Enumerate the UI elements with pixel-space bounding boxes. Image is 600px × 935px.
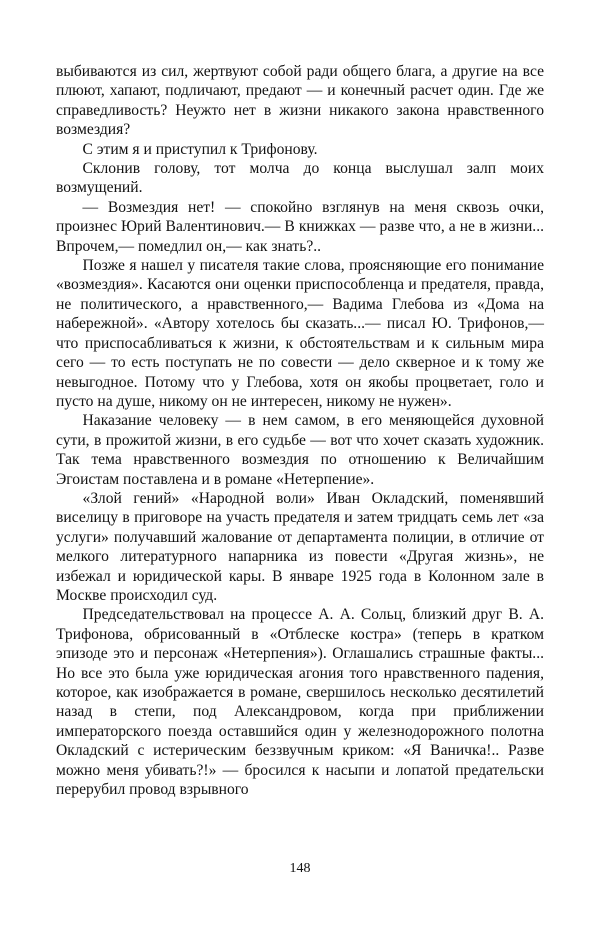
page-number: 148 [289,861,311,876]
page [56,62,544,799]
body-text [56,62,544,799]
paragraph-3: Склонив голову, тот молча до конца выслушал залп моих возмущений. [56,160,544,197]
paragraph-6: Наказание человеку — в нем самом, в его меняющейся духовной сути, в прожитой жизни, в его судьбе — вот что хочет сказать художник. Так тема нравственного возмездия по отношению к Величайшим Эгоистам поставлена и в романе «Нетерпение». [56,412,544,488]
paragraph-5: Позже я нашел у писателя такие слова, проясняющие его понимание «возмездия». Касаются они оценки приспособленца и предателя, правда, не политического, а нравственного,— Вадима Глебова из «Дома на набережной». «Автору хотелось бы сказать...— писал Ю. Трифонов,— что приспосабливаться к жизни, к обстоятельствам и к сильным мира сего — то есть поступать не по совести — дело скверное и к тому же невыгодное. Потому что у Глебова, хотя он якобы процветает, голо и пусто на душе, никому он не интересен, никому не нужен». [56,257,544,410]
paragraph-2: С этим я и приступил к Трифонову. [82,140,318,158]
paragraph-8: Председательствовал на процессе А. А. Сольц, близкий друг В. А. Трифонова, обрисованный в «Отблеске костра» (теперь в кратком эпизоде это и персонаж «Нетерпения»). Оглашались страшные факты... Но все это была уже юридическая агония того нравственного падения, которое, как изображается в романе, свершилось несколько десятилетий назад в степи, под Александровом, когда при приближении императорского поезда оставшийся один у железнодорожного полотна Окладский с истерическим беззвучным криком: «Я Ваничка!.. Разве можно меня убивать?!» — бросился к насыпи и лопатой предательски перерубил провод взрывного [56,606,544,799]
paragraph-4: — Возмездия нет! — спокойно взглянув на меня сквозь очки, произнес Юрий Валентинович.— В книжках — разве что, а не в жизни... Впрочем,— помедлил он,— как знать?.. [56,198,544,255]
paragraph-1: выбиваются из сил, жертвуют собой ради общего блага, а другие на все плюют, хапают, подличают, предают — и конечный расчет один. Где же справедливость? Неужто нет в жизни никакого закона нравственного возмездия? [56,63,544,139]
paragraph-7: «Злой гений» «Народной воли» Иван Окладский, поменявший виселицу в приговоре на участь предателя и затем тридцать семь лет «за услуги» получавший жалование от департамента полиции, в отличие от мелкого литературного напарника из повести «Другая жизнь», не избежал и юридической кары. В январе 1925 года в Колонном зале в Москве происходил суд. [56,489,544,604]
